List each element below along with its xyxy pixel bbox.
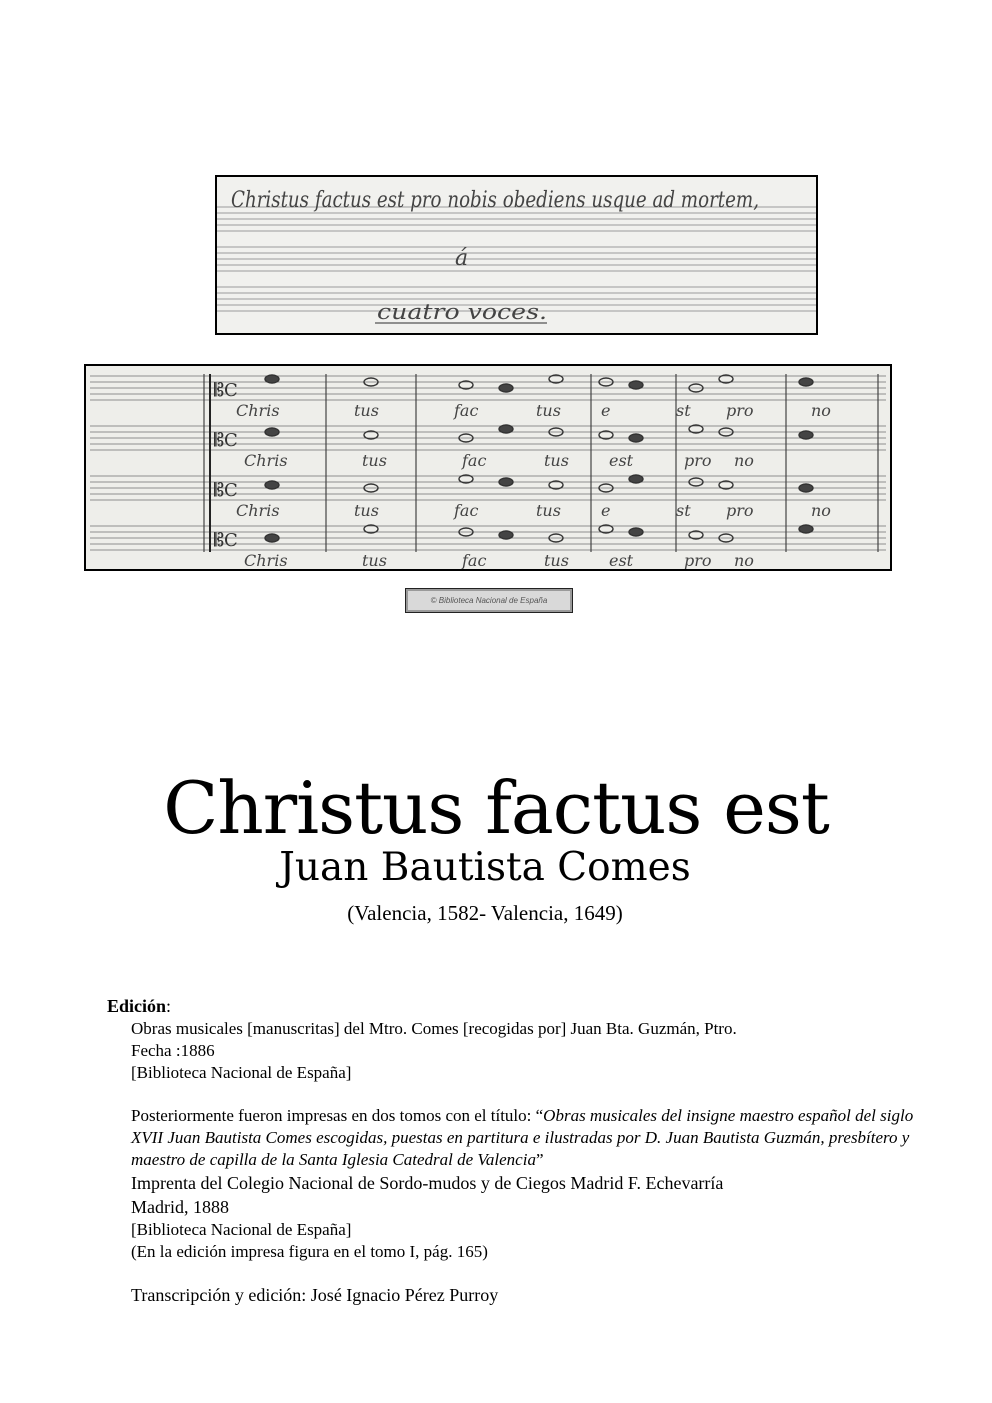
score-lyric: fac bbox=[462, 451, 487, 470]
score-lyric: est bbox=[609, 551, 634, 569]
svg-text:𝄡C: 𝄡C bbox=[214, 430, 238, 451]
score-lyric: st bbox=[676, 501, 691, 520]
score-lyric: no bbox=[811, 401, 831, 420]
score-lyric: pro bbox=[684, 551, 712, 569]
score-lyric: Chris bbox=[244, 551, 288, 569]
edition-date: Fecha :1886 bbox=[131, 1041, 215, 1060]
score-lyric: st bbox=[676, 401, 691, 420]
score-lyric: fac bbox=[462, 551, 487, 569]
svg-text:𝄡C: 𝄡C bbox=[214, 530, 238, 551]
svg-text:𝄡C: 𝄡C bbox=[214, 380, 238, 401]
edition-section bbox=[107, 994, 947, 1307]
edition-library: [Biblioteca Nacional de España] bbox=[131, 1063, 352, 1082]
score-lyric: tus bbox=[354, 501, 379, 520]
edition-label: Edición: bbox=[107, 996, 172, 1016]
transcription-credit: Transcripción y edición: José Ignacio Pérez Purroy bbox=[131, 1285, 499, 1305]
score-lyric: e bbox=[601, 401, 611, 420]
score-lyric: fac bbox=[454, 401, 479, 420]
edition-source: Obras musicales [manuscritas] del Mtro. Comes [recogidas por] Juan Bta. Guzmán, Ptro. bbox=[131, 1019, 737, 1038]
score-lyric: est bbox=[609, 451, 634, 470]
composer-dates: (Valencia, 1582- Valencia, 1649) bbox=[347, 901, 623, 925]
score-lyric: tus bbox=[544, 451, 569, 470]
score-lyric: pro bbox=[726, 501, 754, 520]
svg-text:𝄡C: 𝄡C bbox=[214, 480, 238, 501]
score-lyric: tus bbox=[544, 551, 569, 569]
score-lyric: no bbox=[811, 501, 831, 520]
page-title: Christus factus est bbox=[163, 766, 829, 851]
score-lyric: tus bbox=[354, 401, 379, 420]
score-lyric: pro bbox=[684, 451, 712, 470]
score-lyric: no bbox=[734, 451, 754, 470]
score-lyric: Chris bbox=[244, 451, 288, 470]
manuscript-title-line1: Christus factus est pro nobis obediens usque ad mortem, bbox=[231, 188, 759, 213]
score-lyric: Chris bbox=[236, 501, 280, 520]
score-lyric: tus bbox=[362, 551, 387, 569]
manuscript-title-image bbox=[215, 175, 818, 335]
composer-name: Juan Bautista Comes bbox=[279, 845, 691, 890]
score-lyric: tus bbox=[362, 451, 387, 470]
manuscript-title-line2: á bbox=[455, 246, 469, 271]
printer: Imprenta del Colegio Nacional de Sordo-mudos y de Ciegos Madrid F. Echevarría bbox=[131, 1173, 724, 1193]
score-lyric: pro bbox=[726, 401, 754, 420]
copyright-caption: © Biblioteca Nacional de España bbox=[405, 588, 573, 613]
volume-note: (En la edición impresa figura en el tomo I, pág. 165) bbox=[131, 1242, 488, 1261]
score-lyric: fac bbox=[454, 501, 479, 520]
score-lyric: tus bbox=[536, 501, 561, 520]
manuscript-score-image bbox=[84, 364, 892, 571]
score-lyric: no bbox=[734, 551, 754, 569]
manuscript-title-line3: cuatro voces. bbox=[377, 300, 547, 324]
score-lyric: tus bbox=[536, 401, 561, 420]
score-lyric: e bbox=[601, 501, 611, 520]
printed-library: [Biblioteca Nacional de España] bbox=[131, 1220, 352, 1239]
score-lyric: Chris bbox=[236, 401, 280, 420]
printed-edition-note: Posteriormente fueron impresas en dos tomos con el título: “Obras musicales del insigne maestro español del siglo XVII Juan Bautista Comes escogidas, puestas en partitura e ilustradas por D. Juan Bautista Guzmán, presbítero y maestro de capilla de la Santa Iglesia Catedral de Valencia” bbox=[131, 1106, 914, 1169]
printer-place: Madrid, 1888 bbox=[131, 1197, 229, 1217]
